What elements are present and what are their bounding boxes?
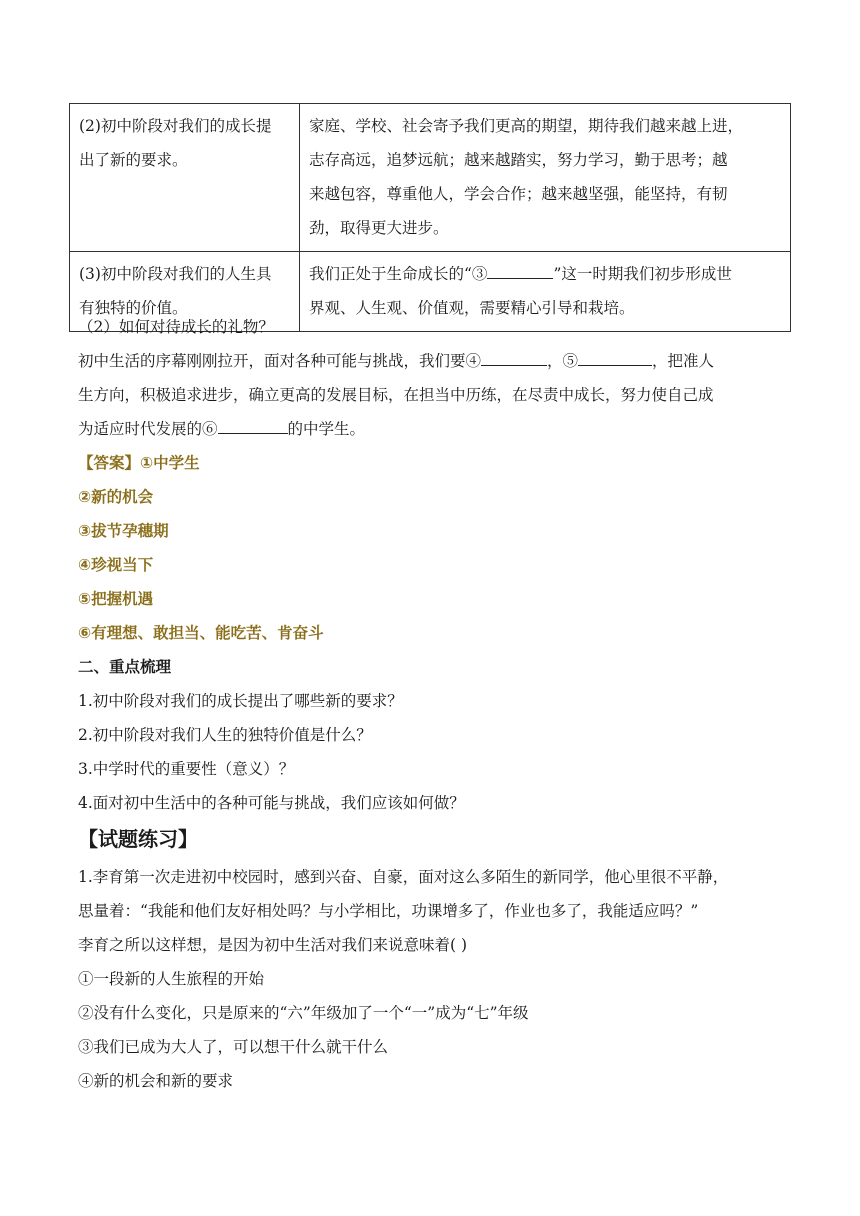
option-item: ③我们已成为大人了，可以想干什么就干什么: [78, 1038, 389, 1056]
answer-item: ④珍视当下: [78, 556, 154, 574]
table-cell-content: [300, 104, 791, 252]
practice-heading: 【试题练习】: [78, 827, 198, 851]
question-2-line: [78, 412, 788, 446]
option-item: ②没有什么变化，只是原来的“六”年级加了一个“一”成为“七”年级: [78, 1004, 529, 1022]
question-text: 为适应时代发展的⑥: [78, 420, 218, 438]
answer-label: 【答案】: [78, 454, 141, 472]
cell-text: 我们正处于生命成长的“③: [309, 265, 488, 283]
growth-requirements-table: [69, 103, 791, 332]
question-text: ，⑤: [547, 352, 579, 370]
answer-item: ⑤把握机遇: [78, 590, 154, 608]
key-points-heading: 二、重点梳理: [78, 658, 172, 676]
cell-text-line: 来越包容，尊重他人，学会合作；越来越坚强，能坚持，有韧: [309, 185, 728, 203]
list-item: 3.中学时代的重要性（意义）？: [78, 760, 295, 778]
answer-section: [78, 446, 788, 650]
answer-item: ③拔节孕穗期: [78, 522, 169, 540]
question-2-title: （2）如何对待成长的礼物？: [78, 318, 274, 336]
cell-text-line: (3)初中阶段对我们的人生具: [79, 265, 272, 283]
answer-item: ②新的机会: [78, 488, 154, 506]
key-points-section: [78, 650, 788, 820]
cell-text-line: 志存高远，追梦远航；越来越踏实，努力学习，勤于思考；越: [309, 151, 728, 169]
answer-line: [78, 446, 788, 480]
fill-blank-4[interactable]: [481, 347, 547, 366]
question-line: 思量着：“我能和他们友好相处吗？与小学相比，功课增多了，作业也多了，我能适应吗？”: [78, 902, 699, 920]
cell-text-line: 出了新的要求。: [79, 151, 188, 169]
answer-item: ①中学生: [140, 454, 200, 472]
question-line: 李育之所以这样想，是因为初中生活对我们来说意味着( ): [78, 936, 468, 954]
cell-text: ”这一时期我们初步形成世: [553, 265, 732, 283]
list-item: 4.面对初中生活中的各种可能与挑战，我们应该如何做？: [78, 794, 465, 812]
cell-text-line: (2)初中阶段对我们的成长提: [79, 117, 272, 135]
option-item: ①一段新的人生旅程的开始: [78, 970, 265, 988]
table-cell-topic: [70, 104, 300, 252]
question-line: 1.李育第一次走进初中校园时，感到兴奋、自豪，面对这么多陌生的新同学，他心里很不平静，: [78, 868, 729, 886]
cell-text-line: 界观、人生观、价值观，需要精心引导和栽培。: [309, 299, 635, 317]
question-text: 的中学生。: [287, 420, 366, 438]
question-text: 初中生活的序幕刚刚拉开，面对各种可能与挑战，我们要④: [78, 352, 482, 370]
cell-text-line: [309, 257, 782, 291]
answer-item: ⑥有理想、敢担当、能吃苦、肯奋斗: [78, 624, 324, 642]
list-item: 2.初中阶段对我们人生的独特价值是什么？: [78, 726, 372, 744]
fill-blank-5[interactable]: [578, 347, 652, 366]
cell-text-line: 劲，取得更大进步。: [309, 219, 449, 237]
question-2-line: [78, 344, 788, 378]
question-2-section: [78, 310, 788, 446]
question-text: ，把准人: [652, 352, 715, 370]
cell-text-line: 家庭、学校、社会寄予我们更高的期望，期待我们越来越上进，: [309, 117, 744, 135]
question-2-line: 生方向，积极追求进步，确立更高的发展目标，在担当中历练，在尽责中成长，努力使自己成: [78, 386, 714, 404]
fill-blank-3[interactable]: [487, 260, 553, 279]
option-item: ④新的机会和新的要求: [78, 1072, 234, 1090]
fill-blank-6[interactable]: [218, 415, 288, 434]
practice-section: [78, 818, 788, 1098]
table-row: [70, 104, 791, 252]
cell-text-line: 有独特的价值。: [79, 299, 188, 317]
list-item: 1.初中阶段对我们的成长提出了哪些新的要求？: [78, 692, 403, 710]
